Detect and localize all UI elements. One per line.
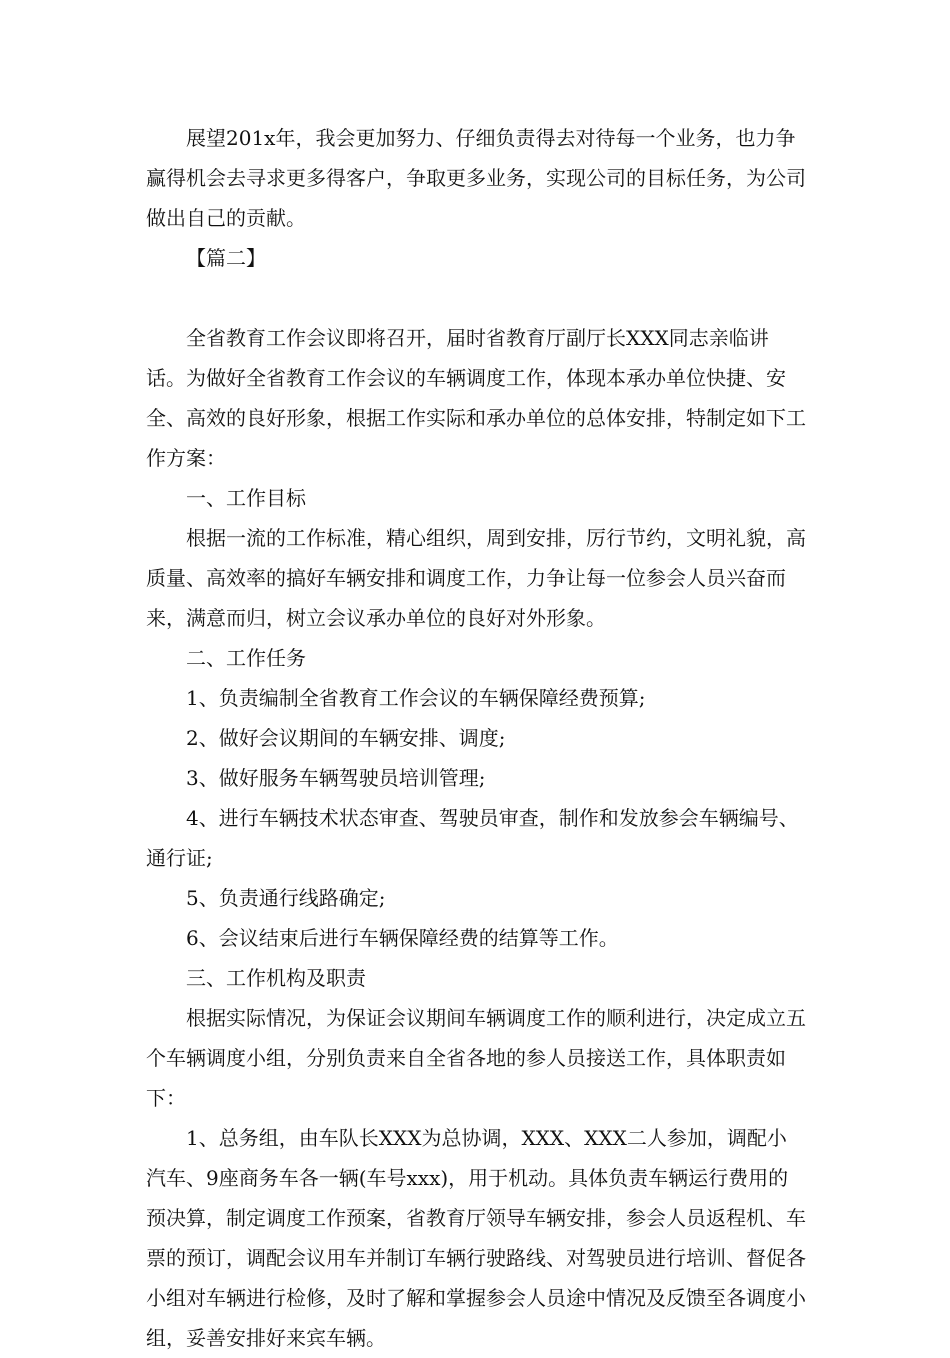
blank-line [146,278,806,318]
paragraph-intro: 全省教育工作会议即将召开，届时省教育厅副厅长XXX同志亲临讲话。为做好全省教育工作会议的车辆调度工作，体现本承办单位快捷、安全、高效的良好形象，根据工作实际和承办单位的总体安排，特制定如下工作方案： [146,326,806,470]
task-item-5: 5、负责通行线路确定; [186,886,386,910]
paragraph-work-goal: 根据一流的工作标准，精心组织，周到安排，厉行节约，文明礼貌，高质量、高效率的搞好车辆安排和调度工作，力争让每一位参会人员兴奋而来，满意而归，树立会议承办单位的良好对外形象。 [146,526,806,630]
heading-organization: 三、工作机构及职责 [186,966,366,990]
task-item-3: 3、做好服务车辆驾驶员培训管理; [186,766,486,790]
heading-work-tasks: 二、工作任务 [186,646,306,670]
document-body [146,118,806,1358]
task-item-4: 4、进行车辆技术状态审查、驾驶员审查，制作和发放参会车辆编号、通行证; [146,806,799,870]
task-item-2: 2、做好会议期间的车辆安排、调度; [186,726,506,750]
heading-work-goal: 一、工作目标 [186,486,306,510]
task-item-1: 1、负责编制全省教育工作会议的车辆保障经费预算; [186,686,646,710]
paragraph-organization: 根据实际情况，为保证会议期间车辆调度工作的顺利进行，决定成立五个车辆调度小组，分别负责来自全省各地的参人员接送工作，具体职责如下： [146,1006,806,1110]
paragraph-general-group: 1、总务组，由车队长XXX为总协调，XXX、XXX二人参加，调配小汽车、9座商务车各一辆(车号xxx)，用于机动。具体负责车辆运行费用的预决算，制定调度工作预案，省教育厅领导车辆安排，参会人员返程机、车票的预订，调配会议用车并制订车辆行驶路线、对驾驶员进行培训、督促各小组对车辆进行检修，及时了解和掌握参会人员途中情况及反馈至各调度小组，妥善安排好来宾车辆。 [146,1126,806,1350]
section-marker: 【篇二】 [186,246,266,270]
task-item-6: 6、会议结束后进行车辆保障经费的结算等工作。 [186,926,619,950]
paragraph-outlook: 展望201x年，我会更加努力、仔细负责得去对待每一个业务，也力争赢得机会去寻求更多得客户，争取更多业务，实现公司的目标任务，为公司做出自己的贡献。 [146,126,806,230]
